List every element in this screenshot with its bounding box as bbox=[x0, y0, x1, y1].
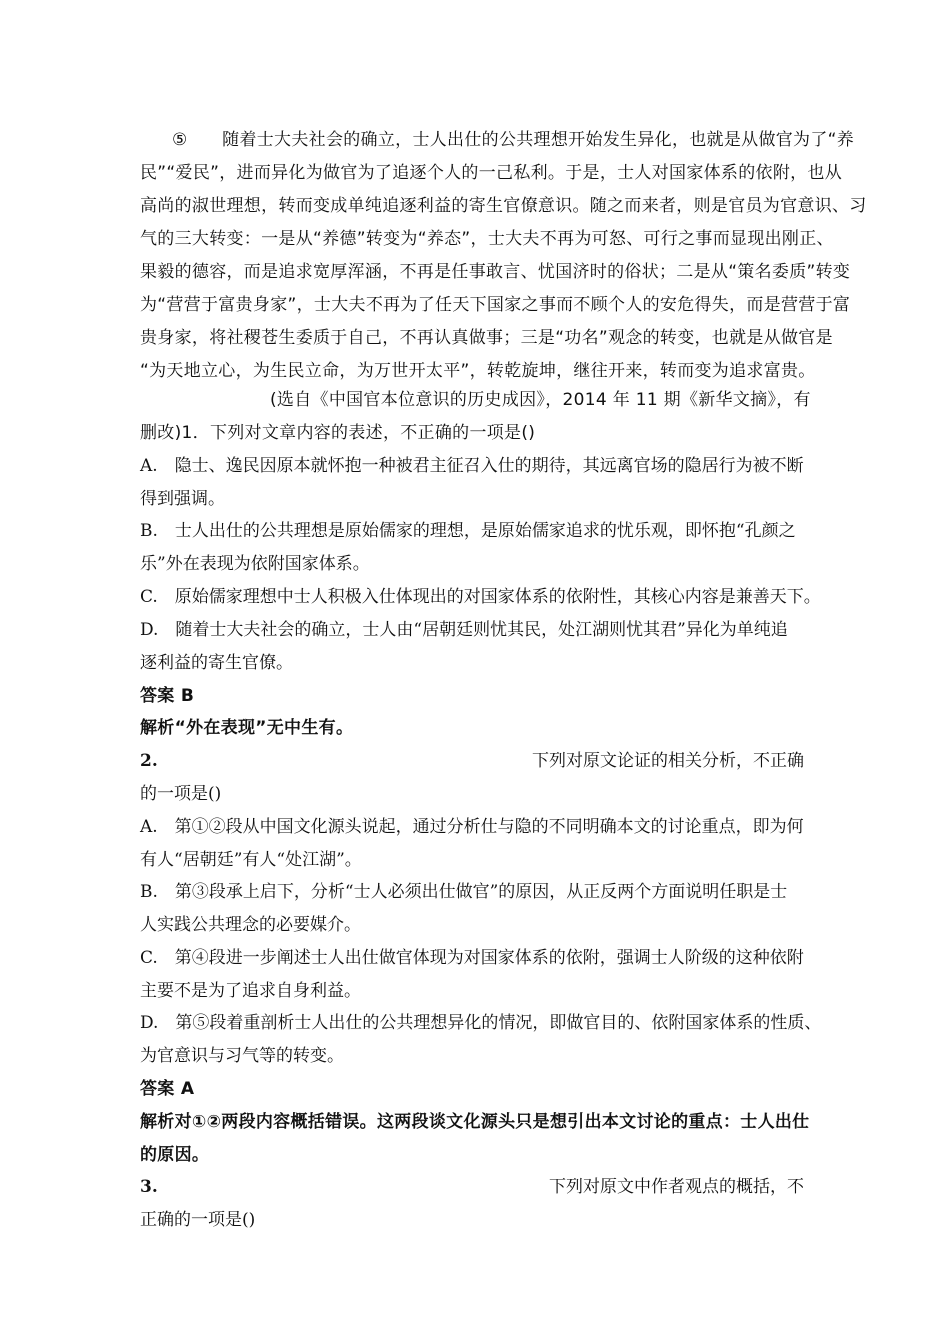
passage-line: 为“营营于富贵身家”，士大夫不再为了任天下国家之事而不顾个人的安危得失，而是营营于富 bbox=[140, 295, 851, 315]
passage-line: ⑤ 随着士大夫社会的确立，士人出仕的公共理想开始发生异化，也就是从做官为了“养 bbox=[172, 130, 855, 150]
q3-stem-cont: 正确的一项是() bbox=[140, 1210, 256, 1230]
source-citation: (选自《中国官本位意识的历史成因》，2014 年 11 期《新华文摘》，有 bbox=[270, 390, 811, 410]
passage-line: 果毅的德容，而是追求宽厚浑涵，不再是任事敢言、忧国济时的俗状；二是从“策名委质”转变 bbox=[140, 262, 851, 282]
q1-answer: 答案 B bbox=[140, 686, 195, 706]
q1-option-a-cont: 得到强调。 bbox=[140, 489, 225, 509]
q1-option-b: B. 士人出仕的公共理想是原始儒家的理想，是原始儒家追求的忧乐观，即怀抱“孔颜之 bbox=[140, 521, 796, 541]
passage-line: 民”“爱民”，进而异化为做官为了追逐个人的一己私利。于是，士人对国家体系的依附，也从 bbox=[140, 163, 843, 183]
q2-analysis: 解析对①②两段内容概括错误。这两段谈文化源头只是想引出本文讨论的重点：士人出仕 bbox=[140, 1112, 810, 1132]
q2-number: 2. bbox=[140, 751, 158, 771]
passage-line: 气的三大转变：一是从“养德”转变为“养态”，士大夫不再为可怒、可行之事而显现出刚正、 bbox=[140, 229, 834, 249]
q1-option-c: C. 原始儒家理想中士人积极入仕体现出的对国家体系的依附性，其核心内容是兼善天下。 bbox=[140, 587, 821, 607]
q3-number: 3. bbox=[140, 1177, 158, 1197]
q2-stem: 下列对原文论证的相关分析，不正确 bbox=[532, 751, 804, 771]
q2-option-a-cont: 有人“居朝廷”有人“处江湖”。 bbox=[140, 850, 362, 870]
passage-line: 贵身家，将社稷苍生委质于自己，不再认真做事；三是“功名”观念的转变，也就是从做官是 bbox=[140, 328, 833, 348]
q1-option-a: A. 隐士、逸民因原本就怀抱一种被君主征召入仕的期待，其远离官场的隐居行为被不断 bbox=[140, 456, 804, 476]
q2-option-c: C. 第④段进一步阐述士人出仕做官体现为对国家体系的依附，强调士人阶级的这种依附 bbox=[140, 948, 804, 968]
question-1-stem: 删改)1．下列对文章内容的表述，不正确的一项是() bbox=[140, 423, 536, 443]
q2-option-b-cont: 人实践公共理念的必要媒介。 bbox=[140, 915, 361, 935]
q2-stem-cont: 的一项是() bbox=[140, 784, 222, 804]
q2-option-a: A. 第①②段从中国文化源头说起，通过分析仕与隐的不同明确本文的讨论重点，即为何 bbox=[140, 817, 804, 837]
q1-option-b-cont: 乐”外在表现为依附国家体系。 bbox=[140, 554, 370, 574]
q2-answer: 答案 A bbox=[140, 1079, 195, 1099]
passage-line: “为天地立心，为生民立命，为万世开太平”，转乾旋坤，继往开来，转而变为追求富贵。 bbox=[140, 361, 816, 381]
q2-option-b: B. 第③段承上启下，分析“士人必须出仕做官”的原因，从正反两个方面说明任职是士 bbox=[140, 882, 788, 902]
q2-option-d-cont: 为官意识与习气等的转变。 bbox=[140, 1046, 344, 1066]
q1-analysis: 解析“外在表现”无中生有。 bbox=[140, 718, 354, 738]
q2-analysis-cont: 的原因。 bbox=[140, 1145, 210, 1165]
q1-option-d-cont: 逐利益的寄生官僚。 bbox=[140, 653, 293, 673]
q3-stem: 下列对原文中作者观点的概括，不 bbox=[549, 1177, 804, 1197]
passage-line: 高尚的淑世理想，转而变成单纯追逐利益的寄生官僚意识。随之而来者，则是官员为官意识、习 bbox=[140, 196, 867, 216]
q2-option-c-cont: 主要不是为了追求自身利益。 bbox=[140, 981, 361, 1001]
q1-option-d: D. 随着士大夫社会的确立，士人由“居朝廷则忧其民，处江湖则忧其君”异化为单纯追 bbox=[140, 620, 788, 640]
q2-option-d: D. 第⑤段着重剖析士人出仕的公共理想异化的情况，即做官目的、依附国家体系的性质、 bbox=[140, 1013, 822, 1033]
